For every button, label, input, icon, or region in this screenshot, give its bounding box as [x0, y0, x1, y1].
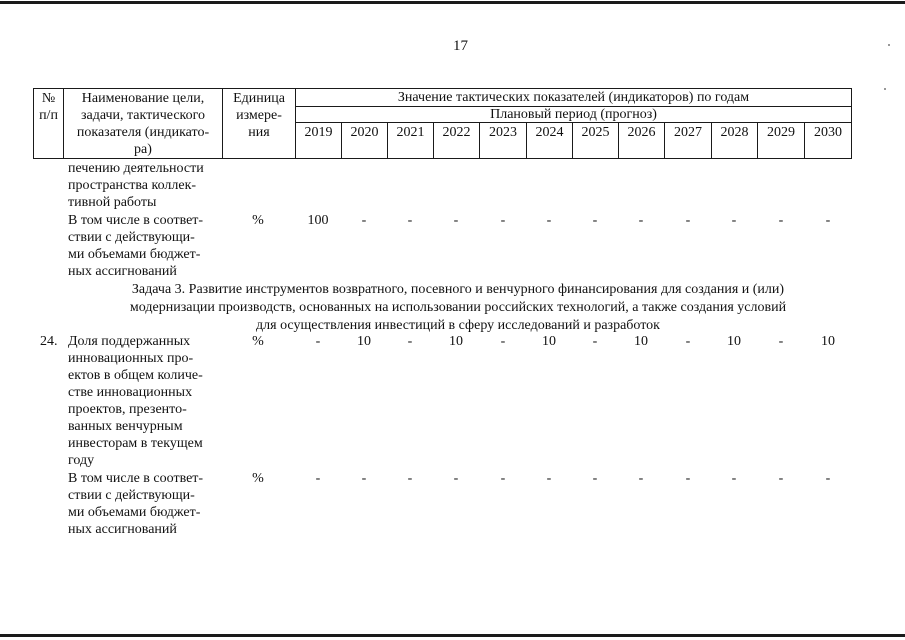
indicator-name-line: ектов в общем количе- — [68, 368, 203, 383]
value-cell: - — [825, 471, 831, 486]
header-year: 2029 — [767, 125, 795, 140]
indicator-name-line: Доля поддержанных — [68, 334, 191, 349]
indicator-name-line: В том числе в соответ- — [68, 213, 204, 228]
header-name-line: ра) — [134, 142, 152, 157]
header-year: 2026 — [627, 125, 656, 140]
unit-cell: % — [252, 471, 264, 486]
header-year: 2023 — [489, 125, 517, 140]
header-num-line: п/п — [39, 108, 58, 123]
task-heading — [78, 281, 838, 335]
value-cell: - — [361, 471, 367, 486]
value-cell: - — [453, 471, 459, 486]
value-cell: - — [638, 213, 644, 228]
header-year: 2019 — [304, 125, 333, 140]
unit-cell: % — [252, 334, 264, 349]
indicator-name-line: ванных венчурным — [68, 419, 183, 434]
indicator-name-line: году — [68, 453, 95, 468]
value-cell: 10 — [727, 334, 741, 349]
value-cell: - — [731, 213, 737, 228]
value-cell: - — [778, 334, 784, 349]
value-cell: 10 — [634, 334, 648, 349]
indicator-name-line: инновационных про- — [68, 351, 194, 366]
indicator-name — [68, 470, 220, 538]
value-cell: - — [453, 213, 459, 228]
header-year: 2022 — [442, 125, 471, 140]
value-cell: 10 — [542, 334, 556, 349]
value-cell: - — [407, 334, 413, 349]
header-year: 2027 — [674, 125, 702, 140]
header-bottom-line — [33, 158, 852, 159]
unit-cell: % — [252, 213, 264, 228]
header-planned-title: Плановый период (прогноз) — [490, 107, 657, 122]
value-cell: - — [500, 334, 506, 349]
task-heading-line: Задача 3. Развитие инструментов возвратного, посевного и венчурного финансирования для создания и (или) — [131, 282, 785, 297]
value-cell: - — [500, 471, 506, 486]
value-cell: - — [592, 471, 598, 486]
value-cell: - — [546, 213, 552, 228]
indicator-name — [68, 160, 220, 211]
indicator-name — [68, 212, 220, 280]
indicator-name-line: печению деятельности — [68, 161, 204, 176]
header-group-title: Значение тактических показателей (индикаторов) по годам — [397, 90, 750, 105]
indicator-name-line: стве инновационных — [68, 385, 193, 400]
value-cell: - — [361, 213, 367, 228]
header-unit-line: Единица — [233, 91, 285, 106]
header-num-line: № — [41, 91, 56, 106]
value-cell: 10 — [821, 334, 835, 349]
indicator-name-line: ных ассигнований — [68, 264, 177, 279]
header-name-line: Наименование цели, — [81, 91, 205, 106]
value-cell: - — [315, 334, 321, 349]
value-cell: - — [315, 471, 321, 486]
value-cell: - — [407, 471, 413, 486]
value-cell: - — [825, 213, 831, 228]
table-header — [0, 0, 905, 160]
value-cell: - — [500, 213, 506, 228]
task-heading-line: модернизации производств, основанных на использовании российских технологий, а также создания условий — [129, 300, 787, 315]
bottom-border-line — [0, 634, 905, 637]
indicator-name-line: ствии с действующи- — [68, 488, 195, 503]
header-unit-line: ния — [248, 125, 270, 140]
task-heading-line: для осуществления инвестиций в сферу исследований и разработок — [256, 318, 660, 333]
header-year: 2021 — [396, 125, 425, 140]
header-year: 2024 — [535, 125, 564, 140]
indicator-name-line: В том числе в соответ- — [68, 471, 204, 486]
page-number: 17 — [453, 38, 468, 54]
header-year: 2028 — [720, 125, 749, 140]
indicator-name-line: ствии с действующи- — [68, 230, 195, 245]
value-cell: 100 — [307, 213, 329, 228]
value-cell: - — [407, 213, 413, 228]
indicator-name-line: проектов, презенто- — [68, 402, 187, 417]
value-cell: 10 — [357, 334, 371, 349]
value-cell: - — [778, 471, 784, 486]
indicator-name-line: пространства коллек- — [68, 178, 197, 193]
header-year: 2020 — [350, 125, 379, 140]
value-cell: - — [546, 471, 552, 486]
indicator-name-line: тивной работы — [68, 195, 157, 210]
col-border — [851, 88, 852, 159]
value-cell: - — [638, 471, 644, 486]
row-number: 24. — [40, 334, 58, 349]
header-name-line: показателя (индикато- — [76, 125, 210, 140]
indicator-name-line: инвесторам в текущем — [68, 436, 203, 451]
indicator-name-line: ми объемами бюджет- — [68, 247, 201, 262]
value-cell: 10 — [449, 334, 463, 349]
header-year: 2030 — [814, 125, 842, 140]
indicator-name-line: ных ассигнований — [68, 522, 177, 537]
value-cell: - — [685, 213, 691, 228]
indicator-name — [68, 333, 220, 469]
header-unit-line: измере- — [236, 108, 282, 123]
value-cell: - — [778, 213, 784, 228]
value-cell: - — [592, 213, 598, 228]
header-year: 2025 — [581, 125, 610, 140]
header-name-line: задачи, тактического — [80, 108, 206, 123]
value-cell: - — [731, 471, 737, 486]
value-cell: - — [685, 471, 691, 486]
indicator-name-line: ми объемами бюджет- — [68, 505, 201, 520]
value-cell: - — [592, 334, 598, 349]
value-cell: - — [685, 334, 691, 349]
